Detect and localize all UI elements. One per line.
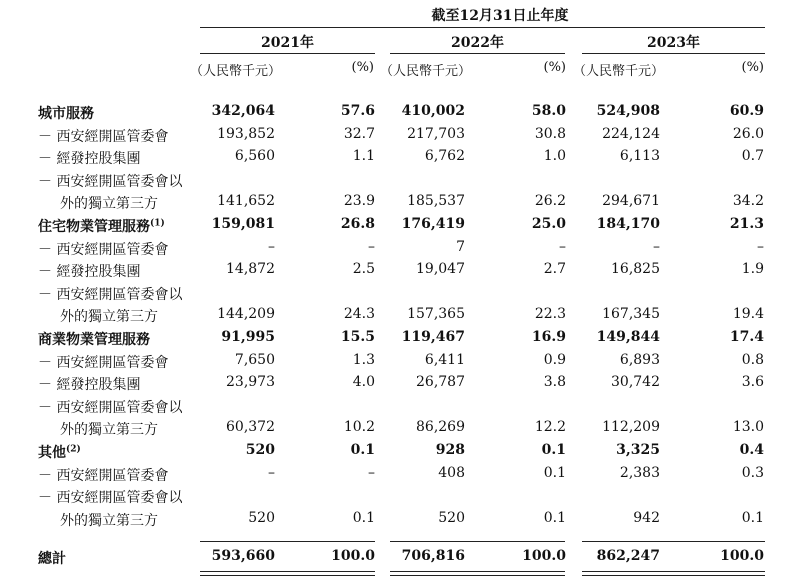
row-label-text: － 經發控股集團: [38, 377, 141, 394]
year-header-2022: 2022年: [451, 35, 504, 51]
total-cell: 100.0: [522, 548, 566, 564]
table-cell: 0.1: [543, 509, 566, 526]
row-label-text: － 西安經開區管委會: [38, 467, 169, 484]
period-header: 截至12月31日止年度: [431, 8, 569, 24]
table-cell: 2,383: [619, 464, 660, 481]
table-cell: 13.0: [732, 419, 764, 436]
table-cell: –: [757, 238, 764, 255]
row-label: [38, 216, 165, 236]
table-cell: 0.8: [741, 351, 764, 368]
table-cell: –: [268, 464, 275, 481]
table-cell: –: [653, 238, 660, 255]
table-cell: 23.9: [343, 193, 375, 210]
table-cell: 520: [245, 442, 275, 458]
table-cell: 30,742: [611, 374, 660, 391]
total-top-rule: [390, 541, 565, 542]
total-top-rule: [582, 541, 765, 542]
total-cell: 862,247: [596, 548, 660, 564]
table-cell: 0.7: [741, 148, 764, 165]
table-cell: 217,703: [407, 125, 465, 142]
total-cell: 100.0: [720, 548, 764, 564]
table-cell: 6,411: [424, 351, 465, 368]
table-cell: 4.0: [352, 374, 375, 391]
table-cell: 0.4: [739, 442, 764, 458]
table-cell: 193,852: [217, 125, 275, 142]
table-cell: 149,844: [596, 329, 660, 345]
table-cell: 26.8: [340, 216, 375, 232]
row-label-text: － 西安經開區管委會以: [38, 286, 183, 303]
row-label: [38, 261, 140, 281]
table-cell: 7,650: [234, 351, 275, 368]
table-cell: 141,652: [217, 193, 275, 210]
table-cell: –: [268, 238, 275, 255]
table-cell: 22.3: [534, 306, 566, 323]
table-cell: 19.4: [732, 306, 764, 323]
row-label-text: 外的獨立第三方: [60, 309, 158, 326]
table-cell: 1.0: [543, 148, 566, 165]
table-cell: 0.1: [350, 442, 375, 458]
table-cell: 119,467: [401, 329, 465, 345]
unit-pct-2021: (%): [351, 60, 374, 75]
table-cell: 26,787: [416, 374, 465, 391]
table-cell: 3.6: [741, 374, 764, 391]
footnote-ref: (2): [66, 444, 81, 455]
period-header-rule: [200, 27, 765, 28]
table-cell: 3,325: [616, 442, 660, 458]
total-label: 總計: [38, 551, 66, 567]
row-label-text: 其他: [38, 445, 66, 461]
row-label: [38, 397, 182, 417]
table-cell: 19,047: [416, 261, 465, 278]
table-cell: 0.1: [541, 442, 566, 458]
row-label-text: － 西安經開區管委會: [38, 354, 169, 371]
table-cell: 184,170: [596, 216, 660, 232]
row-label-text: － 西安經開區管委會: [38, 241, 169, 258]
table-cell: –: [559, 238, 566, 255]
table-cell: 928: [435, 442, 465, 458]
row-label-text: － 西安經開區管委會: [38, 128, 169, 145]
row-label: [60, 419, 158, 439]
table-cell: 15.5: [340, 329, 375, 345]
row-label-text: 商業物業管理服務: [38, 332, 150, 348]
total-cell: 100.0: [331, 548, 375, 564]
table-cell: 14,872: [226, 261, 275, 278]
row-label: [38, 148, 140, 168]
table-cell: 294,671: [602, 193, 660, 210]
row-label-text: － 經發控股集團: [38, 264, 141, 281]
table-cell: 942: [633, 509, 660, 526]
row-label: [60, 193, 158, 213]
table-cell: 2.5: [352, 261, 375, 278]
table-cell: 6,560: [234, 148, 275, 165]
table-cell: 21.3: [729, 216, 764, 232]
total-top-rule: [200, 541, 375, 542]
table-cell: 16.9: [531, 329, 566, 345]
row-label-text: 外的獨立第三方: [60, 422, 158, 439]
row-label: [38, 171, 182, 191]
table-cell: 0.1: [352, 509, 375, 526]
table-cell: 60.9: [729, 103, 764, 119]
table-cell: 157,365: [407, 306, 465, 323]
table-cell: 10.2: [343, 419, 375, 436]
row-label-text: － 西安經開區管委會以: [38, 173, 183, 190]
row-label-text: － 西安經開區管委會以: [38, 399, 183, 416]
row-label: [60, 306, 158, 326]
table-cell: 12.2: [534, 419, 566, 436]
table-cell: 25.0: [531, 216, 566, 232]
row-label: [38, 239, 168, 259]
row-label: [38, 329, 150, 349]
table-cell: 2.7: [543, 261, 566, 278]
row-label: [38, 374, 140, 394]
total-double-rule: [582, 571, 765, 576]
total-cell: 593,660: [211, 548, 275, 564]
table-cell: 167,345: [602, 306, 660, 323]
table-cell: 57.6: [340, 103, 375, 119]
table-cell: 410,002: [401, 103, 465, 119]
table-cell: 32.7: [343, 125, 375, 142]
unit-amount-2022: （人民幣千元）: [380, 64, 472, 79]
table-cell: 144,209: [217, 306, 275, 323]
table-cell: 0.1: [741, 509, 764, 526]
row-label: [38, 103, 94, 123]
row-label-text: － 經發控股集團: [38, 151, 141, 168]
row-label: [38, 126, 168, 146]
row-label: [38, 465, 168, 485]
unit-amount-2023: （人民幣千元）: [573, 64, 665, 79]
unit-pct-2023: (%): [741, 60, 764, 75]
table-cell: 26.2: [534, 193, 566, 210]
table-cell: 7: [456, 238, 465, 255]
row-label: [38, 352, 168, 372]
year-rule-2023: [582, 53, 765, 54]
unit-amount-2021: （人民幣千元）: [190, 64, 282, 79]
table-cell: 60,372: [226, 419, 275, 436]
total-double-rule: [390, 571, 565, 576]
table-cell: 34.2: [732, 193, 764, 210]
table-cell: 342,064: [211, 103, 275, 119]
table-cell: 6,113: [619, 148, 660, 165]
footnote-ref: (1): [150, 218, 165, 229]
row-label-text: 外的獨立第三方: [60, 512, 158, 529]
row-label: [60, 510, 158, 530]
total-cell: 706,816: [401, 548, 465, 564]
table-cell: 0.9: [543, 351, 566, 368]
table-cell: 224,124: [602, 125, 660, 142]
year-rule-2022: [390, 53, 565, 54]
table-cell: 408: [438, 464, 465, 481]
row-label: [38, 487, 182, 507]
row-label: [38, 284, 182, 304]
unit-pct-2022: (%): [543, 60, 566, 75]
table-cell: 185,537: [407, 193, 465, 210]
table-cell: 86,269: [416, 419, 465, 436]
table-cell: 520: [248, 509, 275, 526]
table-cell: 6,762: [424, 148, 465, 165]
table-cell: 58.0: [531, 103, 566, 119]
table-cell: 3.8: [543, 374, 566, 391]
table-cell: 26.0: [732, 125, 764, 142]
total-double-rule: [200, 571, 375, 576]
table-cell: 17.4: [729, 329, 764, 345]
table-cell: 0.1: [543, 464, 566, 481]
table-cell: 112,209: [602, 419, 660, 436]
table-cell: 16,825: [611, 261, 660, 278]
table-cell: 23,973: [226, 374, 275, 391]
table-cell: 520: [438, 509, 465, 526]
row-label-text: 城市服務: [38, 106, 94, 122]
row-label-text: 住宅物業管理服務: [38, 219, 150, 235]
table-cell: –: [368, 464, 375, 481]
year-rule-2021: [200, 53, 375, 54]
table-cell: 524,908: [596, 103, 660, 119]
row-label-text: 外的獨立第三方: [60, 196, 158, 213]
table-cell: –: [368, 238, 375, 255]
table-cell: 0.3: [741, 464, 764, 481]
year-header-2021: 2021年: [261, 35, 314, 51]
table-cell: 1.9: [741, 261, 764, 278]
table-cell: 24.3: [343, 306, 375, 323]
year-header-2023: 2023年: [647, 35, 700, 51]
table-cell: 159,081: [211, 216, 275, 232]
row-label-text: － 西安經開區管委會以: [38, 490, 183, 507]
table-cell: 6,893: [619, 351, 660, 368]
row-label: [38, 442, 81, 462]
table-cell: 30.8: [534, 125, 566, 142]
table-cell: 176,419: [401, 216, 465, 232]
table-cell: 1.3: [352, 351, 375, 368]
table-cell: 91,995: [221, 329, 275, 345]
table-cell: 1.1: [352, 148, 375, 165]
